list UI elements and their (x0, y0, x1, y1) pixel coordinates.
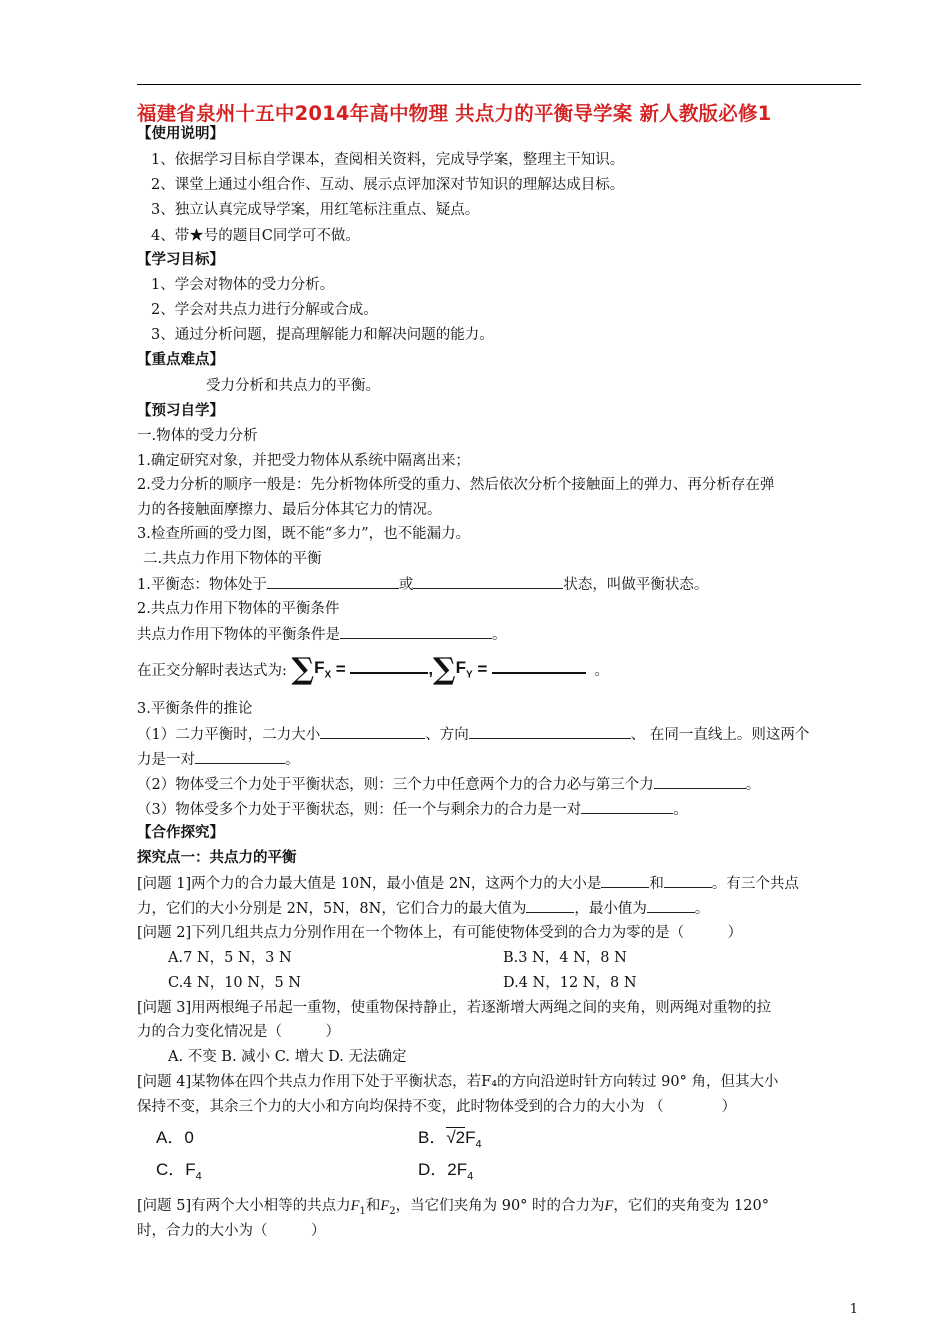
answer-blank[interactable] (350, 662, 428, 674)
answer-blank[interactable] (664, 873, 712, 888)
answer-blank[interactable] (647, 898, 695, 913)
question-5-cont: 时，合力的大小为（ ） (137, 1223, 326, 1239)
document-title: 福建省泉州十五中2014年高中物理 共点力的平衡导学案 新人教版必修1 (137, 102, 772, 125)
preview-item: 1.确定研究对象，并把受力物体从系统中隔离出来； (137, 453, 470, 469)
usage-item: 4、带★号的题目C同学可不做。 (151, 228, 360, 244)
explore-heading: 【合作探究】 (137, 825, 224, 841)
force-symbol: F (350, 1198, 360, 1214)
option-d[interactable]: D．$2F_4$ (418, 1160, 474, 1183)
formula-label: 在正交分解时表达式为: (137, 663, 287, 679)
answer-blank[interactable] (469, 724, 631, 739)
question-3-cont: 力的合力变化情况是（ ） (137, 1024, 340, 1040)
question-3: [问题 3]用两根绳子吊起一重物，使重物保持静止，若逐渐增大两绳之间的夹角，则两绳对重物的拉 (137, 1000, 772, 1016)
usage-item: 1、依据学习目标自学课本，查阅相关资料，完成导学案，整理主干知识。 (151, 152, 625, 168)
answer-blank[interactable] (320, 724, 425, 739)
fx-symbol: $F_X$ (314, 658, 332, 681)
inference-2 (137, 774, 760, 795)
preview-item: 3.检查所画的受力图，既不能“多力”，也不能漏力。 (137, 526, 471, 542)
goals-heading: 【学习目标】 (137, 252, 224, 268)
question-3-options[interactable]: A. 不变 B. 减小 C. 增大 D. 无法确定 (168, 1049, 407, 1065)
option-a[interactable]: A．0 (156, 1128, 194, 1147)
text: 。 (694, 901, 710, 917)
sqrt-symbol: √2 (446, 1128, 466, 1147)
text: ，当它们夹角为 90° 时的合力为 (395, 1198, 605, 1214)
equals-sign: = (335, 659, 346, 679)
text: 力是一对 (137, 752, 195, 768)
text: 和 (365, 1198, 381, 1214)
inference-title: 3.平衡条件的推论 (137, 701, 253, 717)
goal-item: 2、学会对共点力进行分解或合成。 (151, 302, 378, 318)
explore-point-title: 探究点一：共点力的平衡 (137, 850, 297, 866)
period: 。 (594, 663, 609, 679)
sigma-symbol: ∑ (291, 652, 315, 687)
question-4: [问题 4]某物体在四个共点力作用下处于平衡状态，若F₄的方向沿逆时针方向转过 90° 角，但其大小 (137, 1074, 779, 1090)
inference-3 (137, 799, 688, 820)
option-c[interactable]: C．$F_4$ (156, 1160, 202, 1183)
text: [问题 1]两个力的合力最大值是 10N，最小值是 2N，这两个力的大小是 (137, 876, 602, 892)
equals-sign: = (477, 659, 488, 679)
question-1 (137, 873, 799, 894)
question-4-cont: 保持不变，其余三个力的大小和方向均保持不变，此时物体受到的合力的大小为 （ ） (137, 1099, 737, 1115)
text: 。 (673, 802, 688, 818)
condition-line (137, 624, 507, 645)
option-a[interactable]: A.7 N，5 N，3 N (168, 950, 292, 966)
comma: , (428, 659, 434, 679)
option-b[interactable]: B．$√2F_4$ (418, 1128, 482, 1151)
inference-1-cont (137, 749, 300, 770)
text: ，它们的夹角变为 120° (613, 1198, 769, 1214)
usage-item: 2、课堂上通过小组合作、互动、展示点评加深对节知识的理解达成目标。 (151, 177, 625, 193)
text: 、方向 (425, 727, 469, 743)
answer-blank[interactable] (601, 873, 649, 888)
sigma-symbol: ∑ (433, 652, 456, 687)
answer-blank[interactable] (581, 799, 673, 814)
section-title: 一.物体的受力分析 (137, 428, 258, 444)
text: 。有三个共点 (711, 876, 799, 892)
key-heading: 【重点难点】 (137, 352, 224, 368)
preview-heading: 【预习自学】 (137, 403, 224, 419)
text: 力，它们的大小分别是 2N，5N，8N，它们合力的最大值为 (137, 901, 527, 917)
text: 共点力作用下物体的平衡条件是 (137, 627, 340, 643)
preview-item: 2.受力分析的顺序一般是：先分析物体所受的重力、然后依次分析个接触面上的弹力、再分析存在弹 (137, 477, 775, 493)
answer-blank[interactable] (492, 662, 586, 674)
text: 。 (745, 777, 761, 793)
key-text: 受力分析和共点力的平衡。 (206, 378, 380, 394)
text: 和 (649, 876, 664, 892)
answer-blank[interactable] (195, 749, 285, 764)
option-c[interactable]: C.4 N，10 N，5 N (168, 975, 301, 991)
answer-blank[interactable] (526, 898, 574, 913)
text: ，最小值为 (574, 901, 647, 917)
section-title: 二.共点力作用下物体的平衡 (143, 551, 322, 567)
text: [问题 5]有两个大小相等的共点力 (137, 1198, 351, 1214)
page-number: 1 (849, 1302, 858, 1317)
text: （1）二力平衡时，二力大小 (137, 727, 321, 743)
text: 状态，叫做平衡状态。 (563, 577, 709, 593)
option-d[interactable]: D.4 N，12 N，8 N (503, 975, 637, 991)
text: 。 (492, 627, 507, 643)
answer-blank[interactable] (340, 624, 492, 639)
fy-symbol: $F_Y$ (455, 658, 473, 681)
question-2: [问题 2]下列几组共点力分别作用在一个物体上，有可能使物体受到的合力为零的是（ ） (137, 925, 743, 941)
header-rule (137, 84, 861, 85)
answer-blank[interactable] (413, 574, 563, 589)
question-5: [问题 5]有两个大小相等的共点力$F_1$和$F_2$，当它们夹角为 90° 时的合力为F，它们的夹角变为 120° (137, 1198, 769, 1217)
text: 1.平衡态：物体处于 (137, 577, 267, 593)
usage-heading: 【使用说明】 (137, 126, 224, 142)
option-b[interactable]: B.3 N，4 N，8 N (503, 950, 627, 966)
text: 或 (398, 577, 414, 593)
text: 。 (285, 752, 300, 768)
text: （2）物体受三个力处于平衡状态，则：三个力中任意两个力的合力必与第三个力 (137, 777, 654, 793)
text: 、 在同一直线上。则这两个 (630, 727, 810, 743)
orthogonal-formula (137, 652, 609, 687)
condition-title: 2.共点力作用下物体的平衡条件 (137, 601, 340, 617)
text: （3）物体受多个力处于平衡状态，则：任一个与剩余力的合力是一对 (137, 802, 582, 818)
force-symbol: F (604, 1198, 614, 1214)
answer-blank[interactable] (267, 574, 399, 589)
goal-item: 3、通过分析问题，提高理解能力和解决问题的能力。 (151, 327, 494, 343)
preview-item: 力的各接触面摩擦力、最后分体其它力的情况。 (137, 502, 442, 518)
goal-item: 1、学会对物体的受力分析。 (151, 277, 335, 293)
inference-1 (137, 724, 809, 745)
force-symbol: F (380, 1198, 390, 1214)
question-1-cont (137, 898, 709, 919)
usage-item: 3、独立认真完成导学案，用红笔标注重点、疑点。 (151, 202, 480, 218)
answer-blank[interactable] (654, 774, 746, 789)
equilibrium-definition (137, 574, 708, 595)
